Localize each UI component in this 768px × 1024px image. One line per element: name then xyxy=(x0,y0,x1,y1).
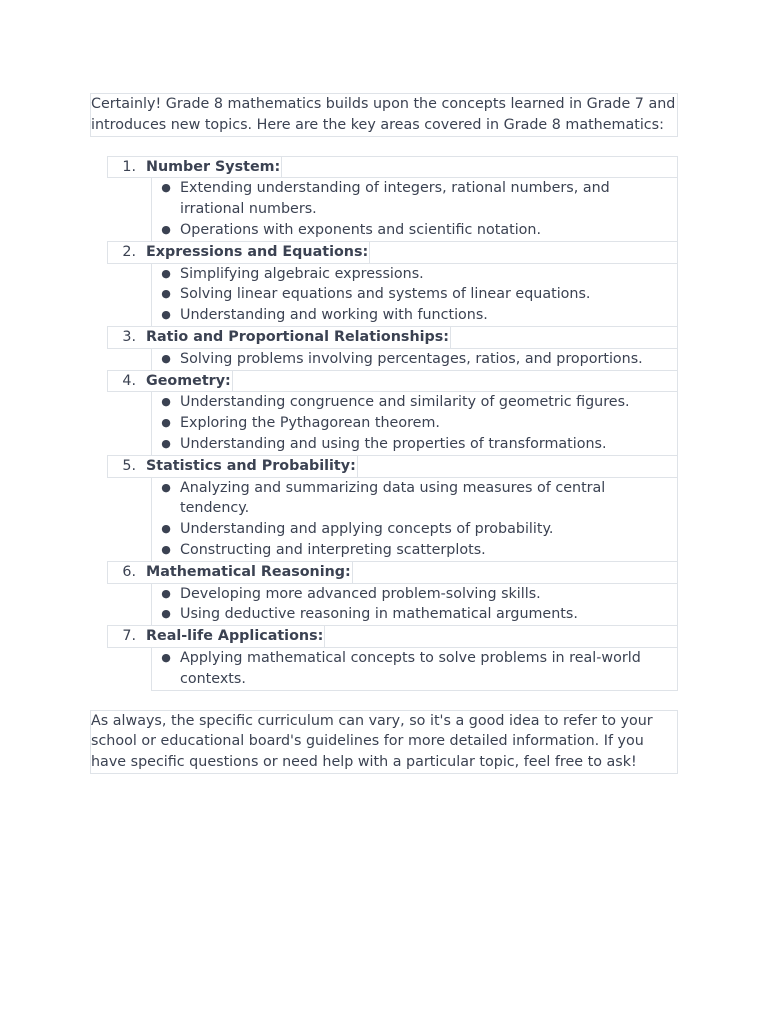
bullet-icon: ● xyxy=(161,395,171,409)
document-body xyxy=(90,93,678,774)
subtopic-list xyxy=(151,349,678,371)
topic-item xyxy=(107,625,678,690)
topic-heading xyxy=(107,326,678,349)
bullet-icon: ● xyxy=(161,436,171,450)
topic-item xyxy=(107,561,678,626)
subtopic-item: ● Using deductive reasoning in mathematical arguments. xyxy=(152,604,677,625)
topic-heading xyxy=(107,625,678,648)
bullet-icon: ● xyxy=(161,287,171,301)
topics-list xyxy=(107,156,678,691)
bullet-icon: ● xyxy=(161,650,171,664)
topic-item xyxy=(107,156,678,242)
subtopic-item: ● Solving problems involving percentages, ratios, and proportions. xyxy=(152,349,677,370)
topic-number: 5. xyxy=(122,457,136,474)
subtopic-list xyxy=(151,392,678,455)
topic-title: Expressions and Equations: xyxy=(146,242,370,263)
subtopic-item: ● Operations with exponents and scientific notation. xyxy=(152,220,677,241)
subtopic-item: ● Developing more advanced problem-solving skills. xyxy=(152,584,677,605)
bullet-icon: ● xyxy=(161,181,171,195)
topic-number: 6. xyxy=(122,563,136,580)
subtopic-item: ● Understanding congruence and similarity of geometric figures. xyxy=(152,392,677,413)
subtopic-item: ● Extending understanding of integers, rational numbers, and irrational numbers. xyxy=(152,178,677,220)
subtopic-item: ● Constructing and interpreting scatterplots. xyxy=(152,540,677,561)
topic-heading xyxy=(107,561,678,584)
bullet-icon: ● xyxy=(161,542,171,556)
bullet-icon: ● xyxy=(161,480,171,494)
topic-title: Mathematical Reasoning: xyxy=(146,562,353,583)
bullet-icon: ● xyxy=(161,308,171,322)
topic-number: 1. xyxy=(122,158,136,175)
topic-title: Geometry: xyxy=(146,371,233,392)
topic-heading xyxy=(107,156,678,179)
topic-title: Number System: xyxy=(146,157,282,178)
bullet-icon: ● xyxy=(161,522,171,536)
subtopic-item: ● Simplifying algebraic expressions. xyxy=(152,264,677,285)
topic-item xyxy=(107,241,678,327)
subtopic-item: ● Understanding and applying concepts of probability. xyxy=(152,519,677,540)
topic-number: 2. xyxy=(122,243,136,260)
bullet-icon: ● xyxy=(161,266,171,280)
bullet-icon: ● xyxy=(161,351,171,365)
topic-heading xyxy=(107,241,678,264)
closing-paragraph: As always, the specific curriculum can vary, so it's a good idea to refer to your school or educational board's guidelines for more detailed information. If you have specific questions or need help with a particular topic, feel free to ask! xyxy=(90,710,678,774)
topic-heading xyxy=(107,370,678,393)
subtopic-item: ● Understanding and working with functions. xyxy=(152,305,677,326)
subtopic-list xyxy=(151,584,678,627)
topic-number: 3. xyxy=(122,328,136,345)
bullet-icon: ● xyxy=(161,416,171,430)
topic-number: 4. xyxy=(122,372,136,389)
subtopic-list xyxy=(151,478,678,562)
subtopic-item: ● Applying mathematical concepts to solve problems in real-world contexts. xyxy=(152,648,677,690)
topic-title: Statistics and Probability: xyxy=(146,456,358,477)
topic-number: 7. xyxy=(122,628,136,645)
subtopic-list xyxy=(151,264,678,327)
topic-item xyxy=(107,370,678,456)
topic-item xyxy=(107,326,678,371)
subtopic-item: ● Understanding and using the properties of transformations. xyxy=(152,434,677,455)
topic-title: Real-life Applications: xyxy=(146,626,325,647)
bullet-icon: ● xyxy=(161,222,171,236)
subtopic-list xyxy=(151,178,678,241)
subtopic-item: ● Exploring the Pythagorean theorem. xyxy=(152,413,677,434)
topic-title: Ratio and Proportional Relationships: xyxy=(146,327,451,348)
bullet-icon: ● xyxy=(161,607,171,621)
subtopic-list xyxy=(151,648,678,691)
topic-heading xyxy=(107,455,678,478)
bullet-icon: ● xyxy=(161,586,171,600)
intro-paragraph: Certainly! Grade 8 mathematics builds upon the concepts learned in Grade 7 and introduces new topics. Here are the key areas covered in Grade 8 mathematics: xyxy=(90,93,678,137)
subtopic-item: ● Analyzing and summarizing data using measures of central tendency. xyxy=(152,478,677,520)
subtopic-item: ● Solving linear equations and systems of linear equations. xyxy=(152,284,677,305)
topic-item xyxy=(107,455,678,562)
